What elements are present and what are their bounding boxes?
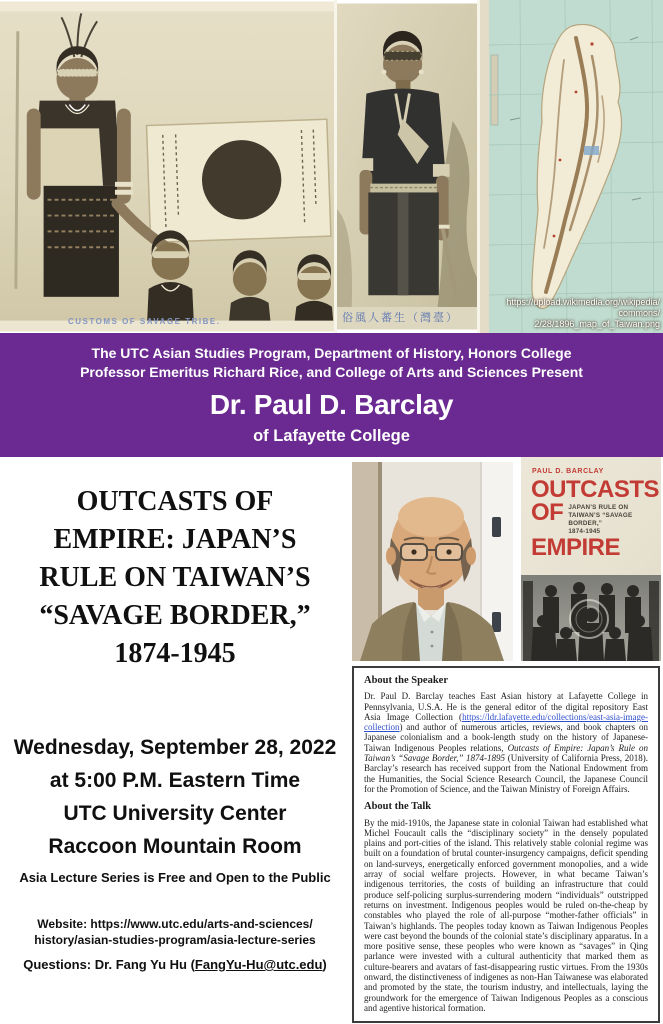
event-admission: Asia Lecture Series is Free and Open to the Public [19, 870, 331, 885]
title-line2: EMPIRE: JAPAN’S [53, 524, 297, 555]
title-line4: “SAVAGE BORDER,” [39, 600, 311, 631]
book-subtitle [563, 501, 661, 536]
about-box [352, 666, 660, 1023]
book-title-word2: OF [531, 499, 564, 526]
vintage-photo-group [0, 0, 337, 333]
book-title-word3: EMPIRE [531, 534, 621, 561]
website-line1: Website: https://www.utc.edu/arts-and-sciences/ [37, 917, 313, 931]
questions-suffix: ) [322, 957, 327, 972]
photo-left-caption: CUSTOMS OF SAVAGE TRIBE. [68, 317, 221, 326]
event-room: Raccoon Mountain Room [48, 835, 302, 858]
book-title-word1: OUTCASTS [531, 476, 659, 503]
book-author: PAUL D. BARCLAY [532, 468, 604, 475]
about-speaker-heading: About the Speaker [364, 675, 449, 686]
website-line2: history/asian-studies-program/asia-lecture-series [34, 933, 316, 947]
book-title-row [521, 501, 661, 536]
event-date: Wednesday, September 28, 2022 [13, 736, 337, 759]
about-talk-text: By the mid-1910s, the Japanese state in colonial Taiwan had established what Michel Foucault calls the “disciplinary society” in the densely populated plains and port-cities of the island. This relatively stable colonial regime was built on a foundation of brutal counter-insurgency campaigns, deficit spending on land-surveys, energetically enforced government monopolies, and a wide array of social welfare projects. However, in what became Taiwan’s indigenous territories, the costs of building an infrastructure that could produce self-policing surplus-surrendering modern “individuals” outstripped returns on investment. Indigenous peoples would be ruled on-the-cheap by constables who played the role of all-purpose “mother-father officials” in Taiwan’s highlands. The peoples today known as Taiwan Indigenous Peoples were cast beyond the bounds of the colonial state’s disciplinary apparatus. In a more positive sense, these peoples who were known as “savages” in Qing parlance were invested with a cultural authenticity that marked them as culture-bearers and avatars of fast-disappearing rustic virtues. From the 1930s onward, the distinctiveness of indigenes as non-Han Taiwanese was elaborated and promoted by the state, the tourism industry, and intellectuals, laying the groundwork for the emergence of Taiwan Indigenous Peoples as a conscious and agentive historical formation. [364, 817, 648, 1013]
map-credit-line3: 2/28/1896_map_of_Taiwan.png [534, 319, 660, 329]
speaker-name: Dr. Paul D. Barclay [209, 389, 454, 420]
presenters-line1: The UTC Asian Studies Program, Department of History, Honors College [91, 345, 572, 361]
vintage-photo-portrait [337, 0, 480, 333]
map-credit-line1: https://upload.wikimedia.org/wikipedia/ [506, 297, 660, 307]
contact-info [0, 916, 350, 972]
contact-email-link[interactable]: FangYu-Hu@utc.edu [194, 957, 323, 972]
east-asia-collection-link[interactable]: https://ldr.lafayette.edu/collections/east-asia-image-collection [364, 711, 648, 733]
about-speaker-part2: ) and author of numerous articles, reviews, and book chapters on Japanese colonialism and a book-length study on the history of Japanese-Taiwan Indigenous Peoples relations, [364, 722, 648, 753]
speaker-headshot [352, 462, 513, 661]
book-subtitle-line3: 1874-1945 [568, 528, 601, 535]
presenters-line2: Professor Emeritus Richard Rice, and College of Arts and Sciences Present [80, 364, 583, 380]
map-credit-line2: commons/ [618, 308, 660, 318]
book-subtitle-line2: TAIWAN’S “SAVAGE BORDER,” [568, 512, 633, 527]
about-talk-heading: About the Talk [364, 801, 432, 813]
photo-middle-caption: 俗風人蕃生（灣臺） [342, 312, 459, 324]
about-speaker-part1: Dr. Paul D. Barclay teaches East Asian history at Lafayette College in Pennsylvania, U.S.A. He is the general editor of the digital repository East Asia Image Collection ( [364, 691, 648, 722]
speaker-affiliation: of Lafayette College [253, 427, 410, 445]
book-cover-photo [521, 575, 661, 661]
taiwan-map [480, 0, 663, 333]
book-cover-photo-illustration [521, 575, 661, 661]
questions-prefix: Questions: Dr. Fang Yu Hu ( [23, 957, 195, 972]
vintage-photo-portrait-illustration [337, 0, 477, 333]
presenter-banner [0, 333, 663, 457]
about-speaker-text [364, 691, 648, 794]
lecture-title [0, 483, 350, 673]
map-credit [506, 297, 660, 330]
event-venue: UTC University Center [63, 802, 287, 825]
title-line5: 1874-1945 [114, 638, 236, 669]
title-line3: RULE ON TAIWAN’S [39, 562, 311, 593]
about-speaker-book-title: Outcasts of Empire: Japan’s Rule on Taiwan’s “Savage Border,” 1874-1895 [364, 742, 648, 764]
title-line1: OUTCASTS OF [76, 486, 274, 517]
questions-line [0, 957, 350, 972]
taiwan-map-illustration [480, 0, 663, 333]
about-speaker-part3: (University of California Press, 2018). Barclay’s research has received support from the National Endowment from the Humanities, the Social Science Research Council, the Japanese Council for the Promotion of Science, and the Taiwan Ministry of Foreign Affairs. [364, 753, 648, 794]
event-time: at 5:00 P.M. Eastern Time [49, 769, 301, 792]
speaker-headshot-illustration [352, 462, 513, 661]
event-details [0, 731, 350, 885]
photo-collage [0, 0, 663, 333]
vintage-photo-group-illustration [0, 0, 334, 333]
book-subtitle-line1: JAPAN’S RULE ON [568, 504, 629, 511]
book-cover [521, 457, 661, 661]
